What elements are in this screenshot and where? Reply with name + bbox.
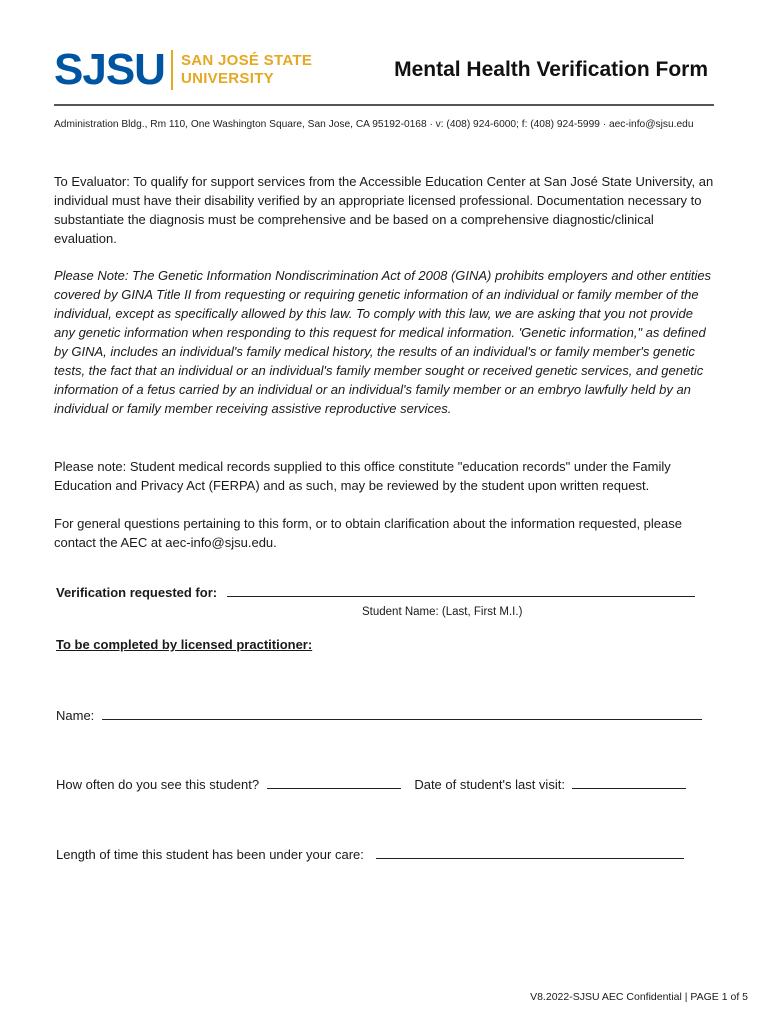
care-length-row [56,844,684,862]
student-name-caption: Student Name: (Last, First M.I.) [362,606,523,618]
practitioner-heading: To be completed by licensed practitioner: [56,637,313,652]
sjsu-logo [54,44,312,96]
page-footer: V8.2022-SJSU AEC Confidential | PAGE 1 of 5 [530,991,748,1003]
gina-note: Please Note: The Genetic Information Nondiscrimination Act of 2008 (GINA) prohibits employers and other entities covered by GINA Title II from requesting or requiring genetic information of an individual or family member of the individual, except as specifically allowed by this law. To comply with this law, we are asking that you not provide any genetic information when responding to this request for medical information. 'Genetic information," as defined by GINA, includes an individual's family medical history, the results of an individual's or family member's genetic tests, the fact that an individual or an individual's family member sought or received genetic services, and genetic information of a fetus carried by an individual or an individual's family member or an embryo lawfully held by an individual or family member receiving assistive reproductive services. [54,268,712,416]
name-row [56,705,702,723]
how-often-label: How often do you see this student? [56,777,260,792]
form-title: Mental Health Verification Form [394,58,708,81]
logo-line-1: SAN JOSÉ STATE [180,52,313,69]
contact-note: For general questions pertaining to this form, or to obtain clarification about the information requested, please contact the AEC at aec-info@sjsu.edu. [54,516,682,550]
logo-line-2: UNIVERSITY [180,70,274,87]
logo-wordmark [181,52,312,88]
practitioner-name-field[interactable] [102,705,702,720]
verification-row [56,582,695,600]
office-address: Administration Bldg., Rm 110, One Washington Square, San Jose, CA 95192-0168 · v: (408) 924-6000; f: (408) 924-5999 · aec-info@sjsu.edu [54,119,694,130]
evaluator-note: To Evaluator: To qualify for support services from the Accessible Education Center at San José State University, an individual must have their disability verified by an appropriate licensed professional. Documentation necessary to substantiate the diagnosis must be comprehensive and be based on a comprehensive diagnostic/clinical evaluation. [54,174,714,246]
care-length-field[interactable] [376,844,684,859]
logo-divider [171,50,173,90]
logo-mark: SJSU [54,45,165,94]
student-name-field[interactable] [227,582,695,597]
verification-label: Verification requested for: [56,585,218,600]
name-label: Name: [56,708,95,723]
visit-frequency-row [56,774,686,792]
last-visit-field[interactable] [572,774,686,789]
header-divider [54,104,714,106]
ferpa-note: Please note: Student medical records supplied to this office constitute "education records" under the Family Education and Privacy Act (FERPA) and as such, may be reviewed by the student upon written request. [54,459,671,493]
last-visit-label: Date of student's last visit: [414,777,565,792]
how-often-field[interactable] [267,774,401,789]
care-length-label: Length of time this student has been under your care: [56,847,364,862]
